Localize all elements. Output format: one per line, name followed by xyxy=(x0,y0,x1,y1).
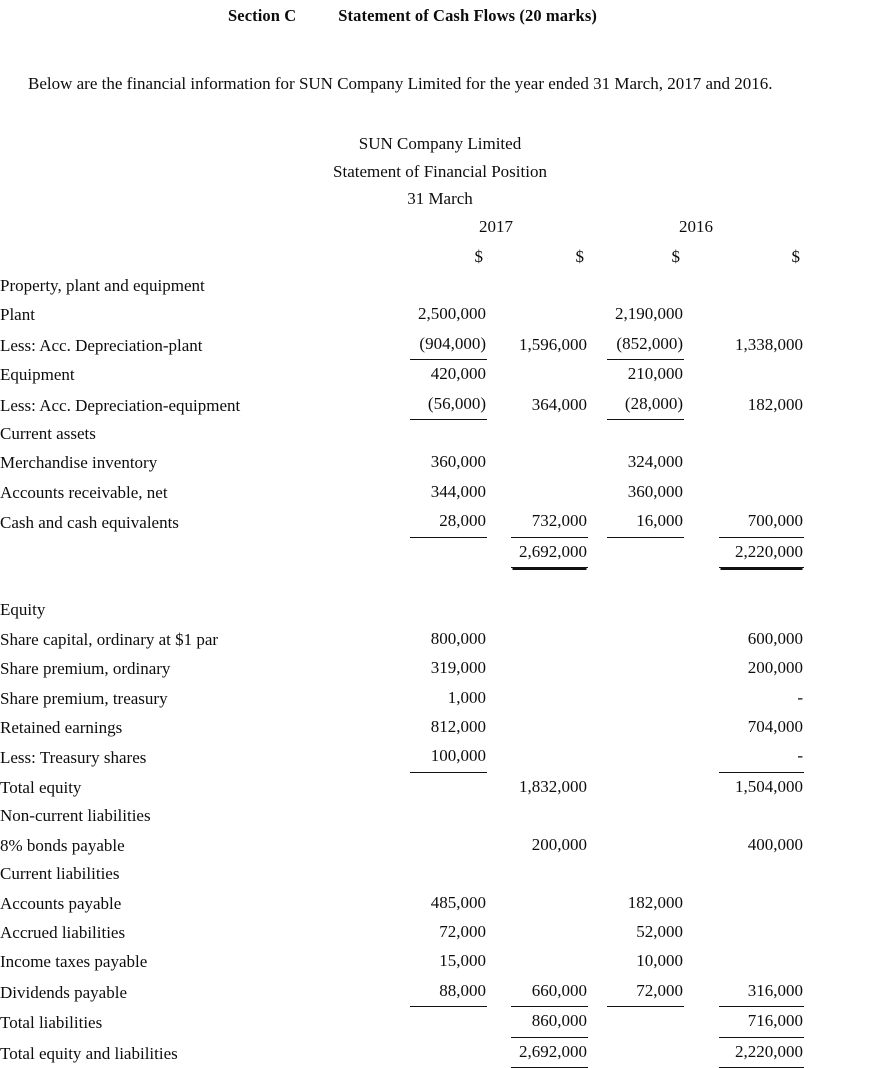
row-value-col3 xyxy=(588,713,684,742)
row-value-col4 xyxy=(684,1007,804,1037)
table-row xyxy=(0,654,889,683)
row-value-col4 xyxy=(684,390,804,420)
row-value-col1 xyxy=(404,977,487,1007)
table-row xyxy=(0,860,889,888)
value-text: 2,190,000 xyxy=(615,304,683,324)
value-text: 324,000 xyxy=(627,452,683,472)
value-text: 2,220,000 xyxy=(719,538,804,568)
row-label: Total equity and liabilities xyxy=(0,1043,178,1063)
currency-header-4: $ xyxy=(791,247,800,266)
value-text: - xyxy=(719,742,804,772)
row-value-col4 xyxy=(684,773,804,802)
row-pad xyxy=(804,860,889,888)
value-text: 704,000 xyxy=(747,717,803,737)
row-value-col3 xyxy=(588,831,684,860)
row-value-col2 xyxy=(487,918,588,947)
row-value-col4 xyxy=(684,448,804,477)
value-text: 2,220,000 xyxy=(719,1038,804,1068)
row-value-col1 xyxy=(404,654,487,683)
row-value-col1 xyxy=(404,947,487,976)
row-value-col4 xyxy=(684,420,804,448)
statement-rows xyxy=(0,272,889,1068)
row-value-col3 xyxy=(588,538,684,568)
row-pad xyxy=(804,773,889,802)
row-value-col2 xyxy=(487,684,588,713)
row-pad xyxy=(804,684,889,713)
row-value-col3 xyxy=(588,420,684,448)
row-value-col2 xyxy=(487,1038,588,1068)
value-text: 52,000 xyxy=(636,921,683,941)
value-text: 360,000 xyxy=(627,481,683,501)
row-value-col1 xyxy=(404,802,487,830)
row-pad xyxy=(804,831,889,860)
row-label: Cash and cash equivalents xyxy=(0,513,179,533)
row-value-col1 xyxy=(404,448,487,477)
row-value-col4 xyxy=(684,596,804,624)
row-value-col1 xyxy=(404,918,487,947)
table-row xyxy=(0,947,889,976)
row-value-col1 xyxy=(404,742,487,772)
row-label: Income taxes payable xyxy=(0,952,148,972)
table-row xyxy=(0,625,889,654)
row-value-col1 xyxy=(404,1038,487,1068)
row-value-col3 xyxy=(588,596,684,624)
report-title-block xyxy=(190,130,690,213)
row-value-col2 xyxy=(487,448,588,477)
row-value-col3 xyxy=(588,889,684,918)
currency-header-3: $ xyxy=(671,247,680,266)
row-value-col2 xyxy=(487,360,588,389)
row-label: Current assets xyxy=(0,424,96,444)
row-label: Total equity xyxy=(0,777,82,797)
row-value-col3 xyxy=(588,330,684,360)
row-label: Current liabilities xyxy=(0,864,120,884)
row-pad xyxy=(804,947,889,976)
table-row xyxy=(0,742,889,772)
spacer-cell xyxy=(0,568,889,596)
table-spacer-row xyxy=(0,568,889,596)
value-text: 2,500,000 xyxy=(418,304,486,324)
value-text: 812,000 xyxy=(430,717,486,737)
row-pad xyxy=(804,654,889,683)
row-value-col2 xyxy=(487,742,588,772)
table-row xyxy=(0,596,889,624)
row-value-col2 xyxy=(487,1007,588,1037)
row-label: Plant xyxy=(0,305,35,325)
row-value-col4 xyxy=(684,654,804,683)
row-value-col4 xyxy=(684,538,804,568)
row-value-col3 xyxy=(588,507,684,537)
row-value-col2 xyxy=(487,654,588,683)
row-value-col3 xyxy=(588,360,684,389)
table-row xyxy=(0,448,889,477)
row-value-col4 xyxy=(684,478,804,507)
value-text: 1,338,000 xyxy=(735,334,803,354)
table-row xyxy=(0,478,889,507)
row-value-col3 xyxy=(588,773,684,802)
value-text: 182,000 xyxy=(747,394,803,414)
row-pad xyxy=(804,742,889,772)
row-value-col2 xyxy=(487,390,588,420)
row-value-col1 xyxy=(404,596,487,624)
currency-header-spacer xyxy=(0,242,404,272)
value-text: 1,504,000 xyxy=(735,776,803,796)
row-label: Total liabilities xyxy=(0,1013,103,1033)
row-pad xyxy=(804,596,889,624)
row-label: Property, plant and equipment xyxy=(0,276,205,295)
row-value-col3 xyxy=(588,742,684,772)
table-row xyxy=(0,330,889,360)
row-label: Equipment xyxy=(0,365,75,385)
value-text: 200,000 xyxy=(747,658,803,678)
row-value-col1 xyxy=(404,889,487,918)
section-title: Statement of Cash Flows (20 marks) xyxy=(338,6,597,25)
table-row xyxy=(0,977,889,1007)
row-pad xyxy=(804,918,889,947)
year-header-2016: 2016 xyxy=(679,217,713,236)
value-text: 420,000 xyxy=(430,364,486,384)
row-pad xyxy=(804,360,889,389)
value-text: 716,000 xyxy=(719,1007,804,1037)
row-value-col1 xyxy=(404,360,487,389)
row-value-col2 xyxy=(487,773,588,802)
table-row xyxy=(0,918,889,947)
row-label: 8% bonds payable xyxy=(0,835,125,855)
row-value-col3 xyxy=(588,802,684,830)
value-text: 600,000 xyxy=(747,628,803,648)
row-value-col3 xyxy=(588,947,684,976)
row-pad xyxy=(804,420,889,448)
row-value-col4 xyxy=(684,860,804,888)
value-text: 732,000 xyxy=(511,507,588,537)
row-value-col4 xyxy=(684,831,804,860)
value-text: 1,000 xyxy=(447,687,486,707)
row-value-col3 xyxy=(588,977,684,1007)
value-text: 10,000 xyxy=(636,951,683,971)
row-pad xyxy=(804,1038,889,1068)
table-row xyxy=(0,390,889,420)
value-text: 860,000 xyxy=(511,1007,588,1037)
table-row xyxy=(0,1038,889,1068)
row-value-col2 xyxy=(487,802,588,830)
value-text: 200,000 xyxy=(531,834,587,854)
row-value-col3 xyxy=(588,272,684,300)
value-text: 100,000 xyxy=(410,742,487,772)
value-text: 800,000 xyxy=(430,628,486,648)
intro-paragraph: Below are the financial information for SUN Company Limited for the year ended 31 March, 2017 and 2016. xyxy=(28,74,773,93)
row-value-col3 xyxy=(588,390,684,420)
year-header-spacer xyxy=(0,212,404,242)
row-value-col3 xyxy=(588,300,684,329)
row-label: Merchandise inventory xyxy=(0,453,158,473)
row-value-col1 xyxy=(404,390,487,420)
row-value-col2 xyxy=(487,947,588,976)
value-text: 660,000 xyxy=(511,977,588,1007)
row-value-col2 xyxy=(487,977,588,1007)
row-value-col4 xyxy=(684,684,804,713)
row-value-col3 xyxy=(588,1038,684,1068)
row-pad xyxy=(804,625,889,654)
row-pad xyxy=(804,390,889,420)
row-value-col1 xyxy=(404,300,487,329)
currency-header-1: $ xyxy=(474,247,483,266)
value-text: (56,000) xyxy=(410,390,487,420)
section-label: Section C xyxy=(228,6,297,25)
row-value-col1 xyxy=(404,538,487,568)
table-row xyxy=(0,300,889,329)
year-header-2017: 2017 xyxy=(479,217,513,236)
row-value-col2 xyxy=(487,507,588,537)
row-label: Accrued liabilities xyxy=(0,922,126,942)
table-row xyxy=(0,802,889,830)
row-value-col4 xyxy=(684,889,804,918)
row-pad xyxy=(804,330,889,360)
currency-header-pad xyxy=(804,242,889,272)
row-value-col4 xyxy=(684,947,804,976)
row-value-col2 xyxy=(487,831,588,860)
table-row xyxy=(0,831,889,860)
row-label: Accounts payable xyxy=(0,893,122,913)
row-value-col1 xyxy=(404,773,487,802)
row-value-col4 xyxy=(684,507,804,537)
table-row xyxy=(0,420,889,448)
row-value-col3 xyxy=(588,918,684,947)
row-value-col4 xyxy=(684,742,804,772)
row-value-col4 xyxy=(684,802,804,830)
table-row xyxy=(0,272,889,300)
row-value-col3 xyxy=(588,1007,684,1037)
row-value-col2 xyxy=(487,330,588,360)
value-text: 72,000 xyxy=(607,977,684,1007)
row-value-col1 xyxy=(404,860,487,888)
value-text: 210,000 xyxy=(627,364,683,384)
row-value-col2 xyxy=(487,860,588,888)
row-value-col1 xyxy=(404,713,487,742)
row-value-col2 xyxy=(487,300,588,329)
table-row xyxy=(0,713,889,742)
row-value-col3 xyxy=(588,684,684,713)
row-label xyxy=(0,538,404,568)
row-value-col2 xyxy=(487,713,588,742)
row-value-col4 xyxy=(684,713,804,742)
row-pad xyxy=(804,448,889,477)
section-heading xyxy=(228,6,597,26)
row-value-col1 xyxy=(404,272,487,300)
row-pad xyxy=(804,538,889,568)
value-text: 72,000 xyxy=(439,921,486,941)
row-value-col3 xyxy=(588,654,684,683)
row-label: Dividends payable xyxy=(0,982,127,1002)
row-value-col2 xyxy=(487,478,588,507)
row-value-col4 xyxy=(684,1038,804,1068)
value-text: 2,692,000 xyxy=(511,538,588,568)
row-pad xyxy=(804,977,889,1007)
table-row xyxy=(0,889,889,918)
currency-header-row xyxy=(0,242,889,272)
statement-date: 31 March xyxy=(407,189,473,208)
row-pad xyxy=(804,802,889,830)
row-label: Non-current liabilities xyxy=(0,806,151,826)
table-row xyxy=(0,360,889,389)
row-value-col1 xyxy=(404,330,487,360)
value-text: 360,000 xyxy=(430,452,486,472)
row-value-col1 xyxy=(404,507,487,537)
row-value-col3 xyxy=(588,448,684,477)
row-value-col4 xyxy=(684,272,804,300)
value-text: (28,000) xyxy=(607,390,684,420)
row-value-col2 xyxy=(487,272,588,300)
row-pad xyxy=(804,507,889,537)
row-value-col4 xyxy=(684,918,804,947)
row-label: Less: Acc. Depreciation-plant xyxy=(0,335,203,355)
value-text: 28,000 xyxy=(410,507,487,537)
row-value-col4 xyxy=(684,977,804,1007)
row-label: Share premium, ordinary xyxy=(0,659,171,679)
value-text: 364,000 xyxy=(531,394,587,414)
row-value-col1 xyxy=(404,478,487,507)
value-text: 1,596,000 xyxy=(519,334,587,354)
value-text: 319,000 xyxy=(430,658,486,678)
value-text: 400,000 xyxy=(747,834,803,854)
row-value-col1 xyxy=(404,684,487,713)
row-value-col2 xyxy=(487,889,588,918)
row-value-col2 xyxy=(487,596,588,624)
row-value-col2 xyxy=(487,420,588,448)
row-label: Less: Acc. Depreciation-equipment xyxy=(0,395,241,415)
row-pad xyxy=(804,889,889,918)
value-text: 485,000 xyxy=(430,892,486,912)
row-value-col4 xyxy=(684,625,804,654)
row-value-col2 xyxy=(487,625,588,654)
value-text: 15,000 xyxy=(439,951,486,971)
row-value-col2 xyxy=(487,538,588,568)
year-header-row xyxy=(0,212,889,242)
value-text: (904,000) xyxy=(410,330,487,360)
row-value-col3 xyxy=(588,860,684,888)
table-row xyxy=(0,773,889,802)
row-label: Share capital, ordinary at $1 par xyxy=(0,629,219,649)
currency-header-2: $ xyxy=(575,247,584,266)
value-text: 344,000 xyxy=(430,481,486,501)
value-text: 182,000 xyxy=(627,892,683,912)
table-row xyxy=(0,684,889,713)
row-pad xyxy=(804,272,889,300)
table-row xyxy=(0,538,889,568)
table-row xyxy=(0,1007,889,1037)
row-value-col4 xyxy=(684,330,804,360)
value-text: 316,000 xyxy=(719,977,804,1007)
row-value-col1 xyxy=(404,420,487,448)
row-label: Accounts receivable, net xyxy=(0,482,168,502)
financial-position-table xyxy=(0,212,889,1068)
value-text: (852,000) xyxy=(607,330,684,360)
statement-name: Statement of Financial Position xyxy=(333,161,547,181)
row-pad xyxy=(804,478,889,507)
value-text: 88,000 xyxy=(410,977,487,1007)
row-value-col1 xyxy=(404,1007,487,1037)
company-name: SUN Company Limited xyxy=(358,134,522,153)
row-label: Share premium, treasury xyxy=(0,688,168,708)
row-value-col4 xyxy=(684,360,804,389)
value-text: 2,692,000 xyxy=(511,1038,588,1068)
table-row xyxy=(0,507,889,537)
year-header-pad xyxy=(804,212,889,242)
row-value-col3 xyxy=(588,478,684,507)
value-text: 16,000 xyxy=(607,507,684,537)
value-text: 700,000 xyxy=(719,507,804,537)
row-label: Less: Treasury shares xyxy=(0,748,147,768)
row-value-col4 xyxy=(684,300,804,329)
value-text: 1,832,000 xyxy=(519,776,587,796)
value-text: - xyxy=(797,687,803,707)
row-pad xyxy=(804,300,889,329)
row-value-col1 xyxy=(404,831,487,860)
row-label: Retained earnings xyxy=(0,718,123,738)
row-value-col3 xyxy=(588,625,684,654)
row-pad xyxy=(804,713,889,742)
row-value-col1 xyxy=(404,625,487,654)
row-label: Equity xyxy=(0,600,46,620)
row-pad xyxy=(804,1007,889,1037)
